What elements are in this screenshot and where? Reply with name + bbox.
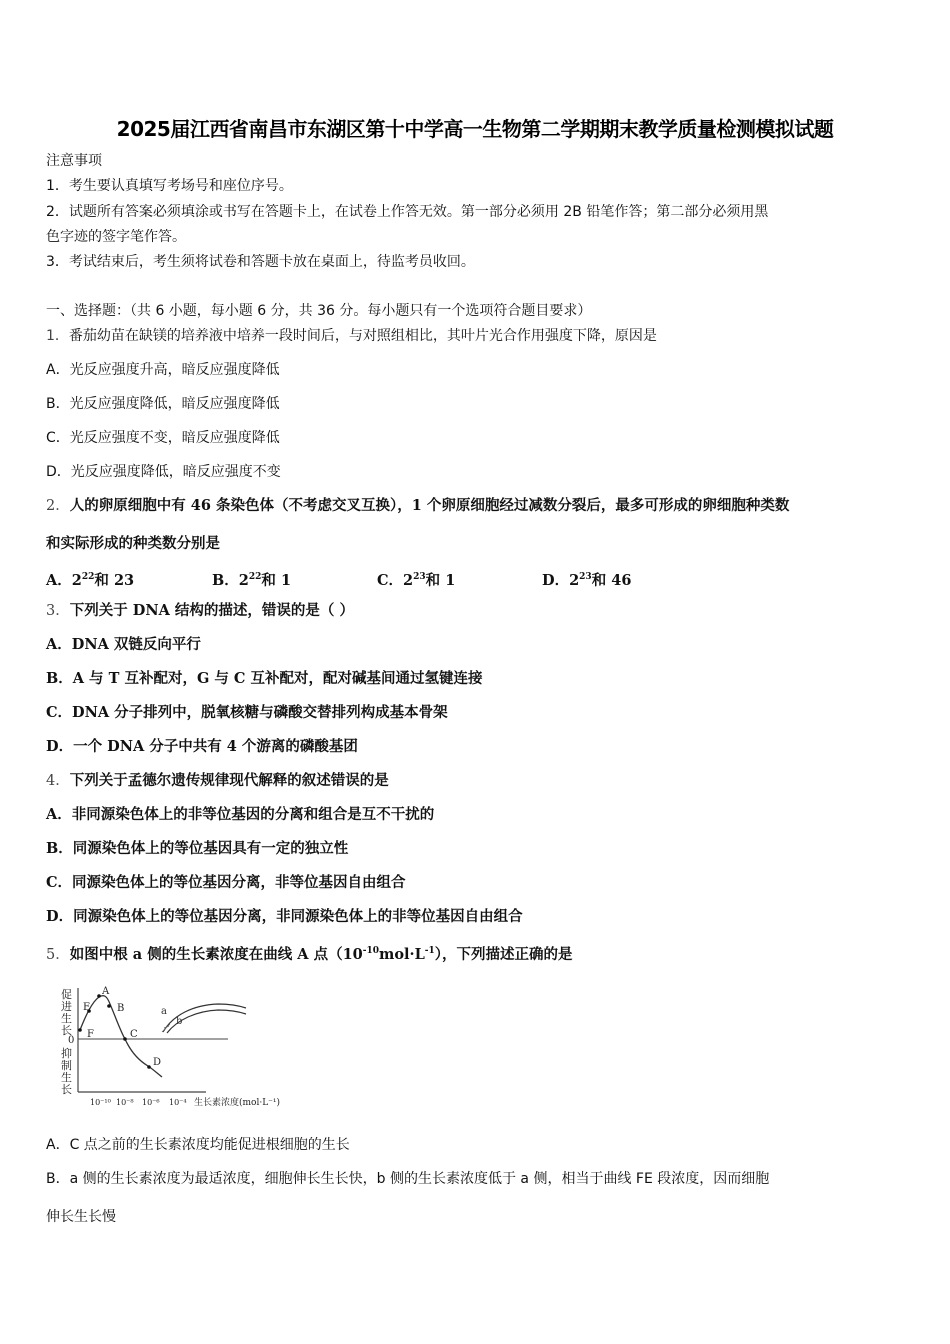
option-a: A．DNA 双链反向平行	[46, 636, 201, 653]
option-c: C．光反应强度不变，暗反应强度降低	[46, 430, 280, 446]
question-stem: 下列关于孟德尔遗传规律现代解释的叙述错误的是	[69, 772, 389, 789]
auxin-curve-figure	[58, 980, 308, 1115]
svg-text:10⁻⁸: 10⁻⁸	[116, 1098, 134, 1107]
option-c: C．$2^{23}$和 1	[377, 572, 456, 589]
option-b: B．a 侧的生长素浓度为最适浓度，细胞伸长生长快，b 侧的生长素浓度低于 a 侧，相当于曲线 FE 段浓度，因而细胞	[46, 1171, 770, 1187]
option-c: C．DNA 分子排列中，脱氧核糖与磷酸交替排列构成基本骨架	[46, 704, 448, 721]
question-stem: 人的卵原细胞中有 46 条染色体（不考虑交叉互换），1 个卵原细胞经过减数分裂后，最多可形成的卵细胞种类数	[69, 497, 790, 514]
option-a: A．非同源染色体上的非等位基因的分离和组合是互不干扰的	[46, 806, 435, 823]
svg-text:促: 促	[61, 988, 72, 1001]
svg-text:抑: 抑	[61, 1047, 72, 1060]
notice-heading: 注意事项	[46, 153, 102, 169]
question-5: 5．如图中根 a 侧的生长素浓度在曲线 A 点$(10^{-10}mol\cdot L^{-1})$，下列描述正确的是	[46, 946, 573, 963]
option-b-cont: 伸长生长慢	[46, 1209, 116, 1225]
svg-text:生: 生	[61, 1071, 72, 1084]
svg-text:10⁻⁴: 10⁻⁴	[169, 1098, 187, 1107]
svg-text:b: b	[176, 1016, 183, 1027]
svg-text:a: a	[161, 1006, 167, 1017]
document-title: 2025届江西省南昌市东湖区第十中学高一生物第二学期期末教学质量检测模拟试题	[116, 117, 834, 141]
svg-text:长: 长	[61, 1083, 72, 1096]
question-number: 1．	[46, 328, 69, 344]
option-b: B．$2^{22}$和 1	[212, 572, 292, 589]
svg-text:长: 长	[61, 1024, 72, 1037]
option-b: B．同源染色体上的等位基因具有一定的独立性	[46, 840, 349, 857]
svg-text:E: E	[83, 1002, 91, 1013]
question-stem: 下列关于 DNA 结构的描述，错误的是（ ）	[69, 602, 354, 619]
question-2	[46, 496, 789, 516]
question-number: 4．	[46, 773, 70, 789]
question-number: 5．	[46, 947, 70, 963]
svg-text:C: C	[130, 1029, 138, 1040]
svg-text:生: 生	[61, 1012, 72, 1025]
notice-item: 3．考试结束后，考生须将试卷和答题卡放在桌面上，待监考员收回。	[46, 254, 475, 270]
question-stem: 番茄幼苗在缺镁的培养液中培养一段时间后，与对照组相比，其叶片光合作用强度下降，原因是	[68, 328, 657, 344]
svg-text:生长素浓度(mol·L⁻¹): 生长素浓度(mol·L⁻¹)	[194, 1098, 281, 1108]
question-3	[46, 601, 354, 621]
notice-item: 色字迹的签字笔作答。	[46, 229, 186, 245]
option-b: B．光反应强度降低，暗反应强度降低	[46, 396, 280, 412]
section-heading: 一、选择题：（共 6 小题，每小题 6 分，共 36 分。每小题只有一个选项符合题目要求）	[46, 303, 592, 319]
option-d: D．一个 DNA 分子中共有 4 个游离的磷酸基团	[46, 738, 358, 755]
option-d: D．$2^{23}$和 46	[542, 572, 632, 589]
svg-text:0: 0	[68, 1035, 75, 1046]
svg-text:A: A	[102, 986, 110, 997]
svg-text:F: F	[87, 1029, 94, 1040]
question-stem-cont: 和实际形成的种类数分别是	[46, 535, 220, 552]
svg-text:进: 进	[61, 1000, 72, 1013]
svg-text:10⁻⁶: 10⁻⁶	[142, 1098, 160, 1107]
notice-item: 2．试题所有答案必须填涂或书写在答题卡上，在试卷上作答无效。第一部分必须用 2B 铅笔作答；第二部分必须用黑	[46, 204, 769, 220]
svg-text:10⁻¹⁰: 10⁻¹⁰	[90, 1098, 111, 1107]
notice-item: 1．考生要认真填写考场号和座位序号。	[46, 178, 293, 194]
option-c: C．同源染色体上的等位基因分离，非等位基因自由组合	[46, 874, 406, 891]
question-number: 2．	[46, 498, 70, 514]
option-d: D．同源染色体上的等位基因分离，非同源染色体上的非等位基因自由组合	[46, 908, 523, 925]
question-number: 3．	[46, 603, 70, 619]
option-row	[46, 567, 926, 587]
question-1	[46, 326, 657, 346]
option-a: A．$2^{22}$和 23	[46, 572, 135, 589]
question-4	[46, 771, 389, 791]
svg-text:B: B	[117, 1003, 125, 1014]
option-d: D．光反应强度降低，暗反应强度不变	[46, 464, 281, 480]
option-a: A．光反应强度升高，暗反应强度降低	[46, 362, 280, 378]
option-b: B．A 与 T 互补配对，G 与 C 互补配对，配对碱基间通过氢键连接	[46, 670, 483, 687]
option-a: A．C 点之前的生长素浓度均能促进根细胞的生长	[46, 1137, 350, 1153]
svg-text:制: 制	[61, 1059, 72, 1072]
svg-text:D: D	[153, 1057, 162, 1068]
